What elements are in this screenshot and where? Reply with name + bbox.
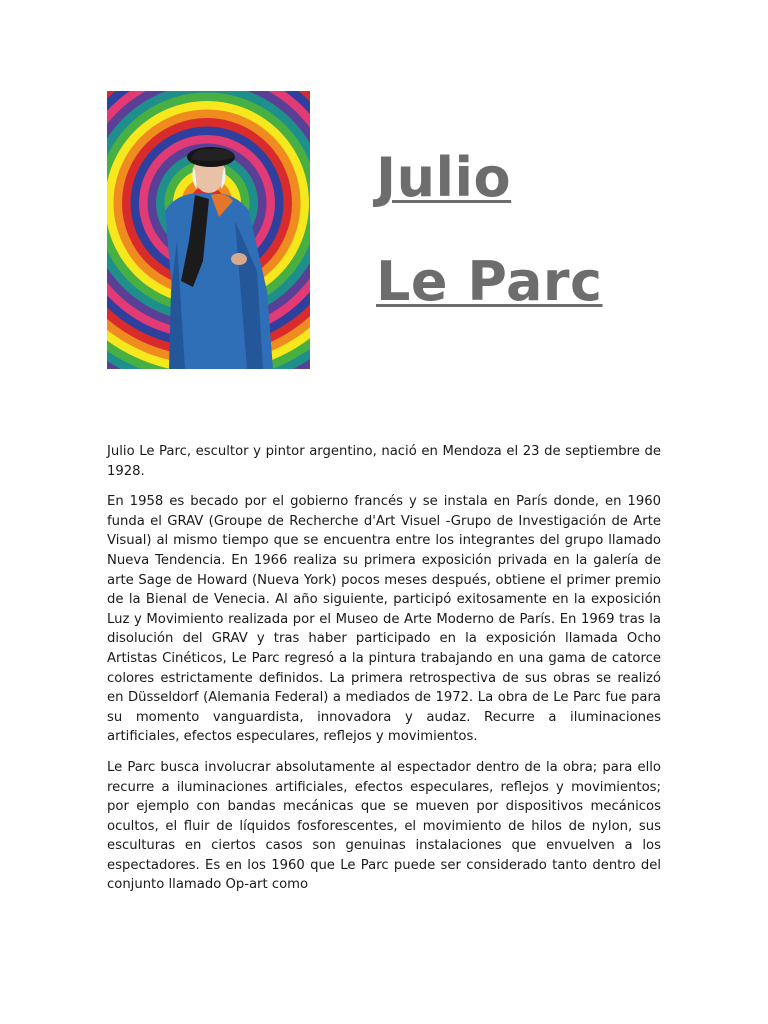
body-text	[107, 442, 661, 906]
title-line-1: Julio	[376, 146, 512, 209]
artist-portrait-image	[107, 91, 310, 369]
title-line-2: Le Parc	[376, 250, 603, 313]
paragraph: Julio Le Parc, escultor y pintor argentino, nació en Mendoza el 23 de septiembre de 1928.	[107, 444, 661, 479]
page-title	[376, 126, 603, 334]
paragraph: En 1958 es becado por el gobierno francés y se instala en París donde, en 1960 funda el GRAV (Groupe de Recherche d'Art Visuel -Grupo de Investigación de Arte Visual) al mismo tiempo que se encuentra entre los integrantes del grupo llamado Nueva Tendencia. En 1966 realiza su primera exposición privada en la galería de arte Sage de Howard (Nueva York) pocos meses después, obtiene el primer premio de la Bienal de Venecia. Al año siguiente, participó exitosamente en la exposición Luz y Movimiento realizada por el Museo de Arte Moderno de París. En 1969 tras la disolución del GRAV y tras haber participado en la exposición llamada Ocho Artistas Cinéticos, Le Parc regresó a la pintura trabajando en una gama de catorce colores estrictamente definidos. La primera retrospectiva de sus obras se realizó en Düsseldorf (Alemania Federal) a mediados de 1972. La obra de Le Parc fue para su momento vanguardista, innovadora y audaz. Recurre a iluminaciones artificiales, efectos especulares, reflejos y movimientos.	[107, 494, 661, 745]
paragraph: Le Parc busca involucrar absolutamente al espectador dentro de la obra; para ello recurre a iluminaciones artificiales, efectos especulares, reflejos y movimientos; por ejemplo con bandas mecánicas que se mueven por dispositivos mecánicos ocultos, el fluir de líquidos fosforescentes, el movimiento de hilos de nylon, sus esculturas en ciertos casos son genuinas instalaciones que envuelven a los espectadores. Es en los 1960 que Le Parc puede ser considerado tanto dentro del conjunto llamado Op-art como	[107, 759, 661, 893]
portrait-icon	[107, 91, 310, 369]
